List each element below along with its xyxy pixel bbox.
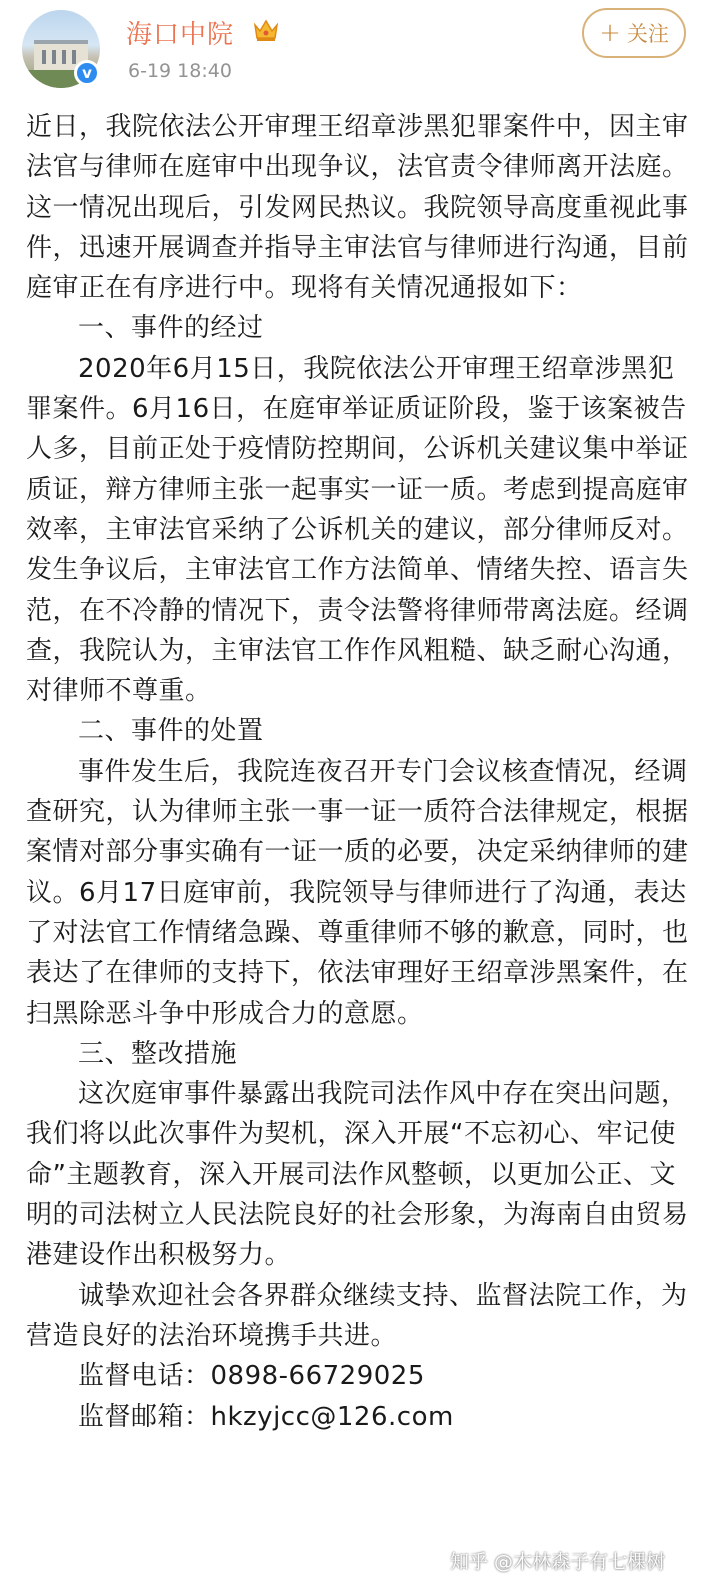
section-1-body: 2020年6月15日，我院依法公开审理王绍章涉黑犯罪案件。6月16日，在庭审举证质证阶段，鉴于该案被告人多，目前正处于疫情防控期间，公诉机关建议集中举证质证，辩方律师主张一起事实一证一质。考虑到提高庭审效率，主审法官采纳了公诉机关的建议，部分律师反对。发生争议后，主审法官工作方法简单、情绪失控、语言失范，在不冷静的情况下，责令法警将律师带离法庭。经调查，我院认为，主审法官工作作风粗糙、缺乏耐心沟通，对律师不尊重。 — [26, 353, 689, 707]
post-header — [0, 0, 720, 100]
phone-line: 监督电话：0898-66729025 — [78, 1361, 425, 1392]
follow-button[interactable] — [582, 8, 686, 58]
post-intro: 近日，我院依法公开审理王绍章涉黑犯罪案件中，因主审法官与律师在庭审中出现争议，法官责令律师离开法庭。这一情况出现后，引发网民热议。我院领导高度重视此事件，迅速开展调查并指导主审法官与律师进行沟通，目前庭审正在有序进行中。现将有关情况通报如下： — [26, 112, 689, 304]
section-1-title: 一、事件的经过 — [78, 313, 264, 344]
crown-icon — [252, 16, 280, 44]
section-2-title: 二、事件的处置 — [78, 716, 264, 747]
section-3-title: 三、整改措施 — [78, 1038, 238, 1069]
post-timestamp: 6-19 18:40 — [128, 60, 232, 82]
verified-badge-icon: v — [74, 60, 100, 86]
plus-icon: + — [599, 18, 621, 48]
watermark: 知乎 @木林森子有七棵树 — [450, 1551, 666, 1573]
section-2-body: 事件发生后，我院连夜召开专门会议核查情况，经调查研究，认为律师主张一事一证一质符合法律规定，根据案情对部分事实确有一证一质的必要，决定采纳律师的建议。6月17日庭审前，我院领导与律师进行了沟通，表达了对法官工作情绪急躁、尊重律师不够的歉意，同时，也表达了在律师的支持下，依法审理好王绍章涉黑案件，在扫黑除恶斗争中形成合力的意愿。 — [26, 756, 689, 1029]
closing-paragraph: 诚挚欢迎社会各界群众继续支持、监督法院工作，为营造良好的法治环境携手共进。 — [26, 1280, 688, 1351]
email-line[interactable]: 监督邮箱：hkzyjcc@126.com — [78, 1401, 454, 1432]
account-name[interactable]: 海口中院 — [126, 20, 235, 50]
section-3-body: 这次庭审事件暴露出我院司法作风中存在突出问题，我们将以此次事件为契机，深入开展“不忘初心、牢记使命”主题教育，深入开展司法作风整顿，以更加公正、文明的司法树立人民法院良好的社会形象，为海南自由贸易港建设作出积极努力。 — [26, 1079, 689, 1271]
post-content — [26, 107, 698, 1437]
follow-label: 关注 — [626, 22, 669, 46]
